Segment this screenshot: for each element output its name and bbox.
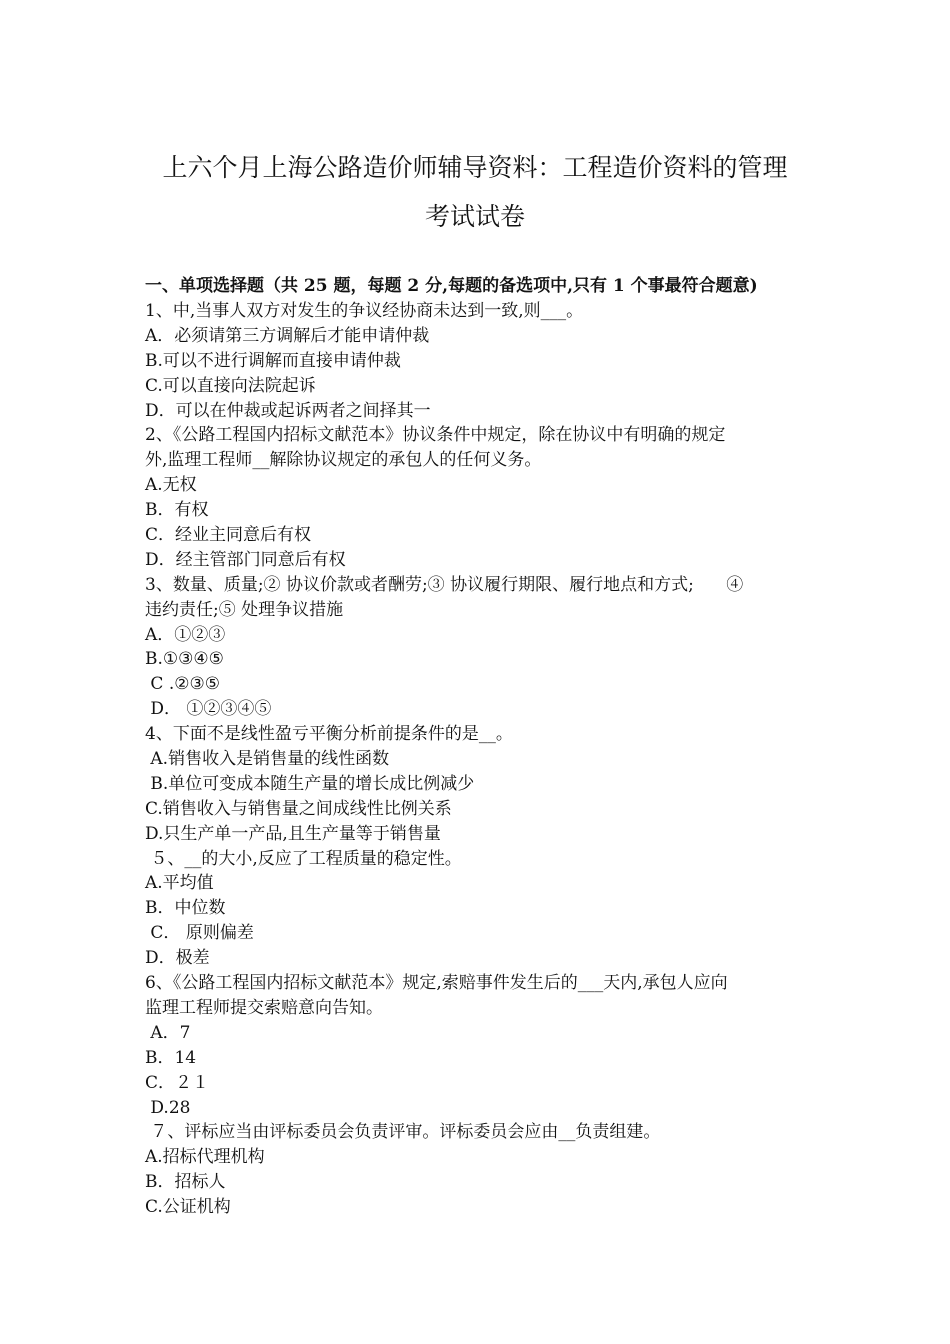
question-1-option-d: D．可以在仲裁或起诉两者之间择其一 [145,400,431,421]
question-2-option-d: D．经主管部门同意后有权 [145,549,346,570]
question-6-option-b: B．14 [145,1047,197,1068]
question-list [145,299,815,1220]
question-3-option-b: B.①③④⑤ [145,649,224,670]
question-6-option-c: C．２１ [145,1072,210,1093]
question-4-stem: 4、下面不是线性盈亏平衡分析前提条件的是__。 [145,724,513,745]
question-3-stem-line-1: 3、数量、质量;② 协议价款或者酬劳;③ 协议履行期限、履行地点和方式; ④ [145,574,744,595]
question-4-option-d: D.只生产单一产品,且生产量等于销售量 [145,823,441,844]
question-6-stem-line-1: 6、《公路工程国内招标文献范本》规定,索赔事件发生后的___天内,承包人应向 [145,973,728,994]
question-4-option-b: B.单位可变成本随生产量的增长成比例减少 [145,773,475,794]
question-5-stem: ５、__的大小,反应了工程质量的稳定性。 [145,848,462,869]
question-3-option-c: C .②③⑤ [145,674,220,695]
section-heading: 一、单项选择题（共 25 题，每题 2 分,每题的备选项中,只有 1 个事最符合题意) [145,276,758,296]
question-2-option-b: B．有权 [145,500,209,521]
question-6-stem-line-2: 监理工程师提交索赔意向告知。 [145,997,383,1018]
document-title-line-2: 考试试卷 [424,202,525,231]
question-7-option-b: B．招标人 [145,1172,226,1193]
question-1-option-b: B.可以不进行调解而直接申请仲裁 [145,350,401,371]
question-7-stem: ７、评标应当由评标委员会负责评审。评标委员会应由__负责组建。 [145,1122,661,1143]
question-3-stem-line-2: 违约责任;⑤ 处理争议措施 [145,599,344,620]
question-2-option-a: A.无权 [145,475,197,496]
question-2-stem-line-1: 2、《公路工程国内招标文献范本》协议条件中规定，除在协议中有明确的规定 [145,425,726,446]
question-1-option-c: C.可以直接向法院起诉 [145,375,316,396]
question-1-option-a: A．必须请第三方调解后才能申请仲裁 [145,325,430,346]
question-3-option-d: D． ①②③④⑤ [145,699,272,720]
question-3-option-a: A．①②③ [145,624,226,645]
question-6-option-a: A．7 [145,1022,191,1043]
question-1-stem: 1、中,当事人双方对发生的争议经协商未达到一致,则___。 [145,301,584,321]
question-7-option-a: A.招标代理机构 [145,1147,265,1168]
question-4-option-c: C.销售收入与销售量之间成线性比例关系 [145,798,452,819]
question-2-stem-line-2: 外,监理工程师__解除协议规定的承包人的任何义务。 [145,450,542,471]
question-5-option-b: B．中位数 [145,898,226,919]
question-7-option-c: C.公证机构 [145,1197,231,1218]
document-title-line-1: 上六个月上海公路造价师辅导资料：工程造价资料的管理 [162,153,788,182]
question-5-option-d: D．极差 [145,948,210,969]
question-6-option-d: D.28 [145,1097,191,1118]
question-5-option-a: A.平均值 [145,873,214,894]
question-4-option-a: A.销售收入是销售量的线性函数 [145,749,390,770]
question-5-option-c: C． 原则偏差 [145,923,254,944]
question-2-option-c: C．经业主同意后有权 [145,525,312,546]
